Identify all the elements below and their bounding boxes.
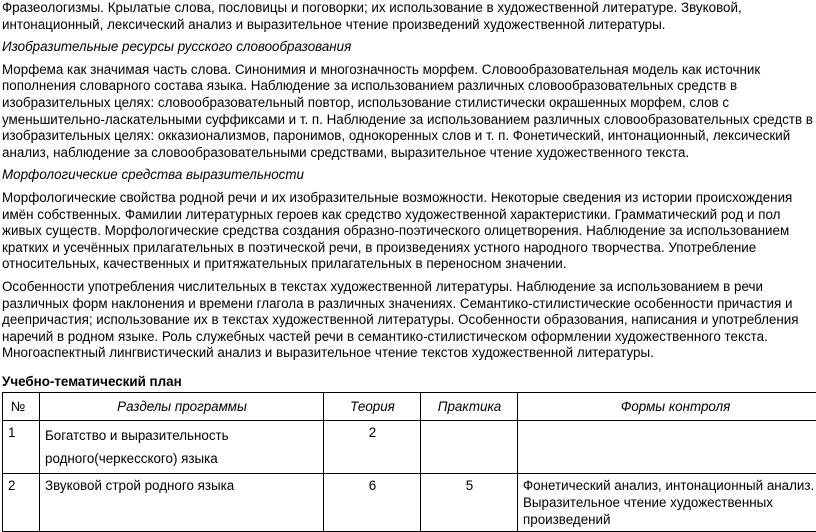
- table-row: [3, 421, 816, 474]
- row-theory: 6: [324, 474, 421, 532]
- header-sections: Разделы программы: [40, 393, 324, 421]
- row-number: 1: [3, 421, 40, 474]
- paragraph-morphology-properties: Морфологические свойства родной речи и их изобразительные возможности. Некоторые сведения из истории происхождения имён собственных. Фамилии литературных героев как средство художественной характеристики. Грамматический род и пол живых существ. Морфологические средства создания образно-поэтического олицетворения. Наблюдение за использованием кратких и усечённых прилагательных в поэтической речи, в произведениях устного народного творчества. Употребление относительных, качественных и притяжательных прилагательных в переносном значении.: [2, 190, 814, 273]
- row-number: 2: [3, 474, 40, 532]
- document-body: [2, 0, 814, 390]
- row-section: Богатство и выразительность родного(черкесского) языка: [40, 421, 324, 474]
- section-heading-morphology: Морфологические средства выразительности: [2, 167, 814, 184]
- header-number: №: [3, 393, 40, 421]
- paragraph-numerals: Особенности употребления числительных в текстах художественной литературы. Наблюдение за использованием в речи различных форм наклонения и времени глагола в различных значениях. Семантико-стилистические особенности причастия и деепричастия; использование их в текстах художественной литературы. Особенности образования, написания и употребления наречий в родном языке. Роль служебных частей речи в семантико-стилистическом оформлении художественного текста. Многоаспектный лингвистический анализ и выразительное чтение текстов художественной литературы.: [2, 279, 814, 362]
- table-row: [3, 474, 816, 532]
- paragraph-phraseology: Фразеологизмы. Крылатые слова, пословицы и поговорки; их использование в художественной литературе. Звуковой, интонационный, лексический анализ и выразительное чтение произведений художественной литературы.: [2, 0, 814, 33]
- row-forms: [518, 421, 816, 474]
- header-forms: Формы контроля: [518, 393, 816, 421]
- header-theory: Теория: [324, 393, 421, 421]
- row-practice: [421, 421, 518, 474]
- row-theory: 2: [324, 421, 421, 474]
- section-heading-word-formation: Изобразительные ресурсы русского словообразования: [2, 39, 814, 56]
- plan-heading: Учебно-тематический план: [2, 374, 814, 391]
- row-practice: 5: [421, 474, 518, 532]
- table-header-row: [3, 393, 816, 421]
- row-section: Звуковой строй родного языка: [40, 474, 324, 532]
- row-forms: Фонетический анализ, интонационный анализ. Выразительное чтение художественных произведений: [518, 474, 816, 532]
- curriculum-table: [2, 392, 816, 532]
- paragraph-morpheme: Морфема как значимая часть слова. Синонимия и многозначность морфем. Словообразовательная модель как источник пополнения словарного состава языка. Наблюдение за использованием различных словообразовательных средств в изобразительных целях: словообразовательный повтор, использование стилистически окрашенных морфем, слов с уменьшительно-ласкательными суффиксами и т. п. Наблюдение за использованием различных словообразовательных средств в изобразительных целях: окказионализмов, паронимов, однокоренных слов и т. п. Фонетический, интонационный, лексический анализ, наблюдение за словообразовательными средствами, выразительное чтение художественного текста.: [2, 62, 814, 162]
- header-practice: Практика: [421, 393, 518, 421]
